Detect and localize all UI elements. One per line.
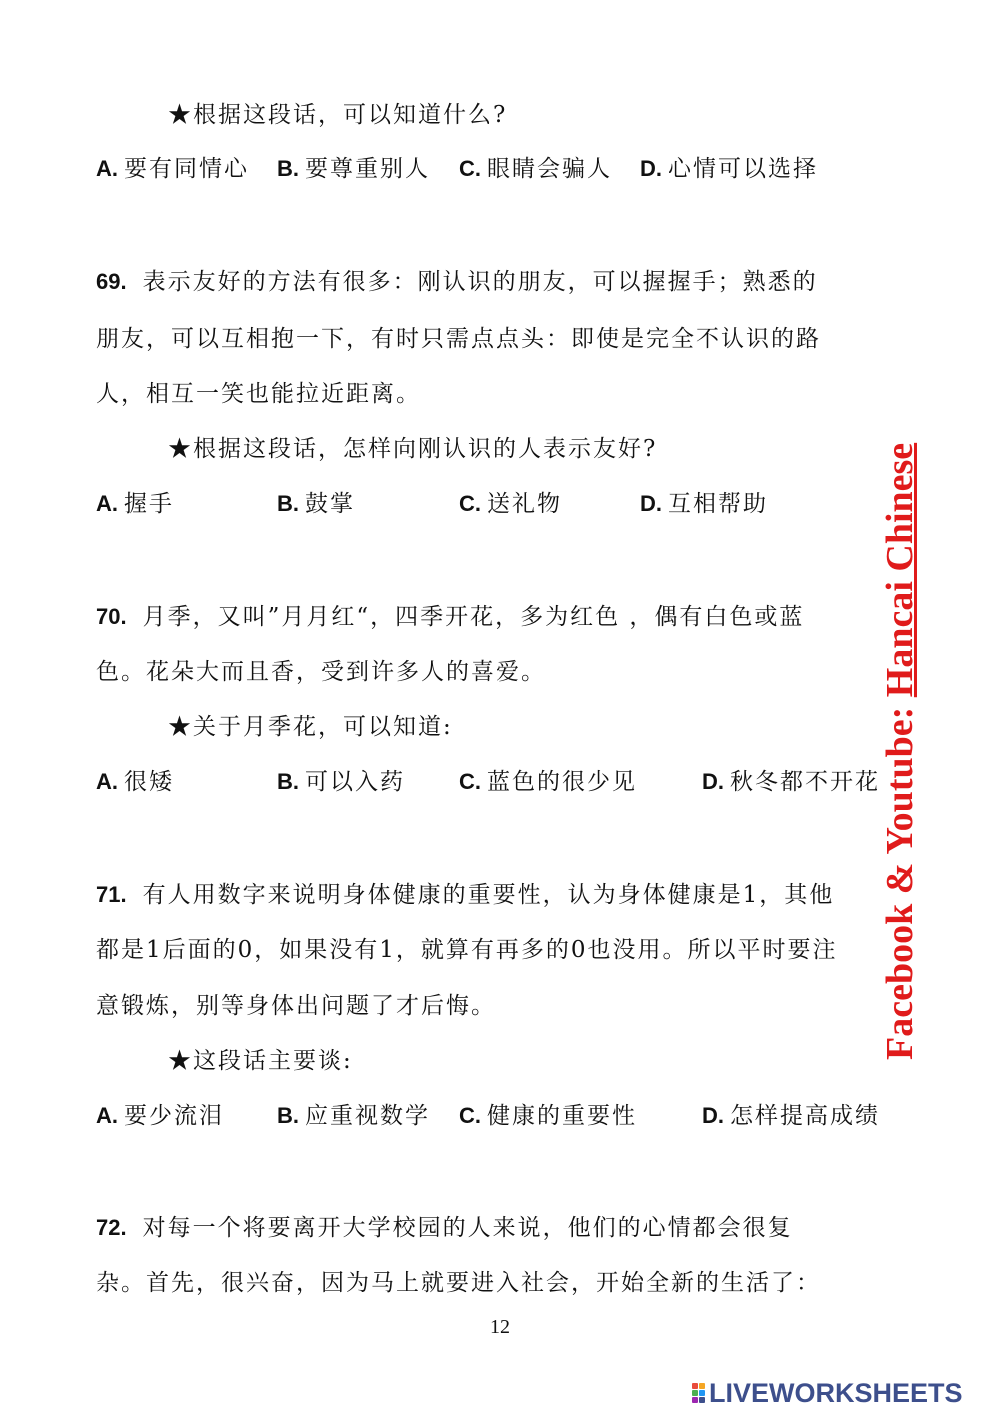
option-text: 秋冬都不开花 xyxy=(730,769,880,795)
q69-option-b[interactable] xyxy=(277,489,355,519)
q69-line-1 xyxy=(96,267,818,297)
q72-line-2: 杂。首先，很兴奋，因为马上就要进入社会，开始全新的生活了： xyxy=(96,1270,821,1296)
liveworksheets-logo[interactable] xyxy=(692,1378,963,1408)
q71-option-c[interactable] xyxy=(459,1101,637,1131)
option-letter: B. xyxy=(277,491,299,516)
option-letter: D. xyxy=(640,156,662,181)
option-text: 要有同情心 xyxy=(124,156,249,182)
q70-prompt: ★关于月季花，可以知道: xyxy=(168,714,453,740)
q71-option-a[interactable] xyxy=(96,1101,224,1131)
option-letter: B. xyxy=(277,769,299,794)
option-letter: A. xyxy=(96,769,118,794)
option-letter: C. xyxy=(459,491,481,516)
q69-option-a[interactable] xyxy=(96,489,174,519)
q69-option-c[interactable] xyxy=(459,489,562,519)
watermark xyxy=(878,443,922,1060)
option-text: 送礼物 xyxy=(487,491,562,517)
q71-option-d[interactable] xyxy=(702,1101,880,1131)
q69-line-2: 朋友，可以互相抱一下，有时只需点点头：即使是完全不认识的路 xyxy=(96,326,821,352)
q71-line-1 xyxy=(96,880,834,910)
option-letter: A. xyxy=(96,1103,118,1128)
passage-text: 对每一个将要离开大学校园的人来说，他们的心情都会很复 xyxy=(142,1215,793,1241)
q69-line-3: 人，相互一笑也能拉近距离。 xyxy=(96,381,421,407)
option-letter: D. xyxy=(702,1103,724,1128)
q68-option-b[interactable] xyxy=(277,154,430,184)
q71-line-2: 都是1后面的0，如果没有1，就算有再多的0也没用。所以平时要注 xyxy=(96,937,838,963)
option-text: 握手 xyxy=(124,491,174,517)
passage-text: 表示友好的方法有很多：刚认识的朋友，可以握握手；熟悉的 xyxy=(142,269,818,295)
option-letter: D. xyxy=(640,491,662,516)
option-text: 怎样提高成绩 xyxy=(730,1103,880,1129)
option-text: 蓝色的很少见 xyxy=(487,769,637,795)
q72-line-1 xyxy=(96,1213,793,1243)
q70-option-d[interactable] xyxy=(702,767,880,797)
q70-option-b[interactable] xyxy=(277,767,405,797)
option-text: 可以入药 xyxy=(305,769,405,795)
option-letter: A. xyxy=(96,491,118,516)
option-text: 健康的重要性 xyxy=(487,1103,637,1129)
q71-prompt: ★这段话主要谈: xyxy=(168,1048,353,1074)
page-number: 12 xyxy=(490,1316,510,1338)
option-text: 眼睛会骗人 xyxy=(487,156,612,182)
q70-option-c[interactable] xyxy=(459,767,637,797)
q69-option-d[interactable] xyxy=(640,489,768,519)
watermark-prefix: Facebook & Youtube: xyxy=(879,697,921,1060)
option-text: 应重视数学 xyxy=(305,1103,430,1129)
question-number: 69. xyxy=(96,269,127,294)
question-number: 71. xyxy=(96,882,127,907)
question-number: 70. xyxy=(96,604,127,629)
option-text: 要少流泪 xyxy=(124,1103,224,1129)
q70-option-a[interactable] xyxy=(96,767,174,797)
option-letter: C. xyxy=(459,769,481,794)
option-text: 鼓掌 xyxy=(305,491,355,517)
q68-prompt: ★根据这段话，可以知道什么? xyxy=(168,102,508,128)
option-letter: B. xyxy=(277,156,299,181)
option-letter: C. xyxy=(459,156,481,181)
passage-text: 月季，又叫”月月红“，四季开花，多为红色 ，偶有白色或蓝 xyxy=(142,604,805,630)
q69-prompt: ★根据这段话，怎样向刚认识的人表示友好? xyxy=(168,436,658,462)
q68-option-a[interactable] xyxy=(96,154,249,184)
q70-line-2: 色。花朵大而且香，受到许多人的喜爱。 xyxy=(96,659,546,685)
option-text: 要尊重别人 xyxy=(305,156,430,182)
question-number: 72. xyxy=(96,1215,127,1240)
q71-option-b[interactable] xyxy=(277,1101,430,1131)
logo-text: LIVEWORKSHEETS xyxy=(709,1377,963,1408)
option-text: 心情可以选择 xyxy=(668,156,818,182)
q71-line-3: 意锻炼，别等身体出问题了才后悔。 xyxy=(96,993,496,1019)
option-text: 互相帮助 xyxy=(668,491,768,517)
q68-option-d[interactable] xyxy=(640,154,818,184)
liveworksheets-logo-icon xyxy=(692,1383,705,1403)
option-letter: B. xyxy=(277,1103,299,1128)
passage-text: 有人用数字来说明身体健康的重要性，认为身体健康是1，其他 xyxy=(142,882,835,908)
option-letter: D. xyxy=(702,769,724,794)
watermark-channel: Hancai Chinese xyxy=(879,442,921,698)
option-text: 很矮 xyxy=(124,769,174,795)
q68-option-c[interactable] xyxy=(459,154,612,184)
option-letter: A. xyxy=(96,156,118,181)
option-letter: C. xyxy=(459,1103,481,1128)
q70-line-1 xyxy=(96,602,804,632)
